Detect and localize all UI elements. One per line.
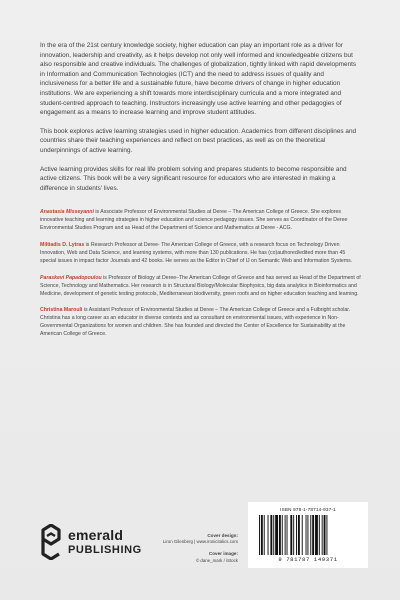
barcode: [248, 502, 368, 568]
author-bio: [40, 209, 362, 233]
barcode-bar: [264, 515, 265, 555]
author-bio: [40, 307, 362, 339]
author-bio-text: is Research Professor at Deree- The American College of Greece, with a research focus on Technology Driven Innovation, Web and Data Science, and learning systems, with more than 130 publications. He has (co)authored/edited more than 45 special issues in impact factor Journals and 42 books. He serves as the Editor in Chief of IJ on Semantic Web and Information Systems.: [40, 242, 353, 264]
isbn-text: ISBN 978-1-78714-937-1: [280, 507, 336, 512]
barcode-bars: [258, 515, 358, 555]
barcode-digits: 9 781787 149371: [278, 556, 338, 563]
barcode-bar: [310, 515, 311, 555]
barcode-bar: [268, 515, 269, 555]
barcode-bar: [296, 515, 297, 555]
barcode-bar: [287, 515, 288, 555]
barcode-bar: [322, 515, 323, 555]
barcode-bar: [315, 515, 318, 555]
cover-text: [40, 41, 362, 348]
cover-image-label: Cover image:: [208, 551, 238, 557]
publisher-name: emerald: [68, 527, 124, 543]
barcode-bar: [259, 515, 260, 555]
barcode-bar: [282, 515, 283, 555]
barcode-bar: [290, 515, 292, 555]
description-paragraph-3: Active learning provides skills for real life problem solving and prepares students to become responsible and active citizens. This book will be a very significant resource for educators who are interested in making a difference in students' lives.: [40, 165, 347, 192]
barcode-bar: [326, 515, 327, 555]
barcode-bar: [306, 515, 307, 555]
publisher-name-sub: PUBLISHING: [68, 544, 142, 556]
author-bio-text: is Associate Professor of Environmental Studies at Deree – The American College of Greece. She explores innovative teaching and learning strategies in higher education and science pedagogy issues. She serves as Coordinator of the Deree Environmental Studies Program and as Head of the Department of Science and Mathematics at Deree - ACG.: [40, 209, 348, 232]
author-name: Paraskevi Papadopoulou: [40, 274, 102, 281]
emerald-e-icon: [40, 524, 62, 560]
author-name: Christina Marouli: [40, 307, 83, 314]
barcode-bar: [302, 515, 303, 555]
author-bio-text: is Assistant Professor of Environmental Studies at Deree – The American College of Greece and a Fulbright scholar. Christina has a long career as an educator in diverse contexts and as consultant on environmental issues, with experience in Non-Governmental Organizations for women and children. She has founded and directed the Center of Excellence for Sustainability at the American College of Greece.: [40, 307, 351, 338]
barcode-bar: [293, 515, 294, 555]
barcode-bar: [273, 515, 274, 555]
cover-credits: [118, 533, 238, 564]
author-bio: [40, 275, 362, 299]
cover-design-value: Liron Gilenberg | www.ironicitalics.com: [162, 539, 238, 545]
barcode-bar: [324, 515, 326, 555]
author-bio-text: is Professor of Biology at Deree–The American College of Greece and has served as Head of the Department of Science, Technology and Mathematics. Her research is in Structural Biology/Molecular Biophysics, big data analytics in Bioinformatics and Medicine, development of genetic testing protocols, Mediterranean biodiversity, green roofs and on higher education teaching and learning.: [40, 274, 361, 297]
author-name: Miltiadis D. Lytras: [40, 242, 85, 249]
cover-design-label: Cover design:: [207, 533, 238, 538]
cover-image-value: © dane_mark / iStock: [195, 557, 238, 563]
barcode-bar: [307, 515, 308, 555]
barcode-bar: [279, 515, 281, 555]
barcode-bar: [275, 515, 278, 555]
barcode-bar: [312, 515, 314, 555]
barcode-bar: [285, 515, 286, 555]
description-paragraph-1: In the era of the 21st century knowledge society, higher education can play an important role as a driver for innovation, leadership and creativity, as it helps develop not only well informed and knowledgeable citizens but also responsible and creative individuals. The challenges of globalization, tightly linked with rapid developments in Information and Communication Technologies (ICT) and the need to address issues of quality and inclusiveness for a better life and a sustainable future, have become drivers of change in higher education institutions. We are experiencing a shift towards more interdisciplinary curricula and a more integrated and student-centred approach to teaching. Instructors increasingly use active learning and other pedagogies of engagement as a means to increase learning and improve student attitudes.: [40, 42, 357, 117]
description-paragraph-2: This book explores active learning strategies used in higher education. Academics from different disciplines and countries share their teaching experiences and reflect on best practices, as well as on the theoretical underpinnings of active learning.: [40, 127, 357, 154]
barcode-bar: [319, 515, 320, 555]
barcode-bar: [270, 515, 272, 555]
author-bio: [40, 242, 362, 266]
barcode-bar: [298, 515, 300, 555]
author-bios: [40, 209, 362, 339]
author-name: Anastasia Misseyanni: [40, 209, 94, 216]
barcode-bar: [261, 515, 263, 555]
